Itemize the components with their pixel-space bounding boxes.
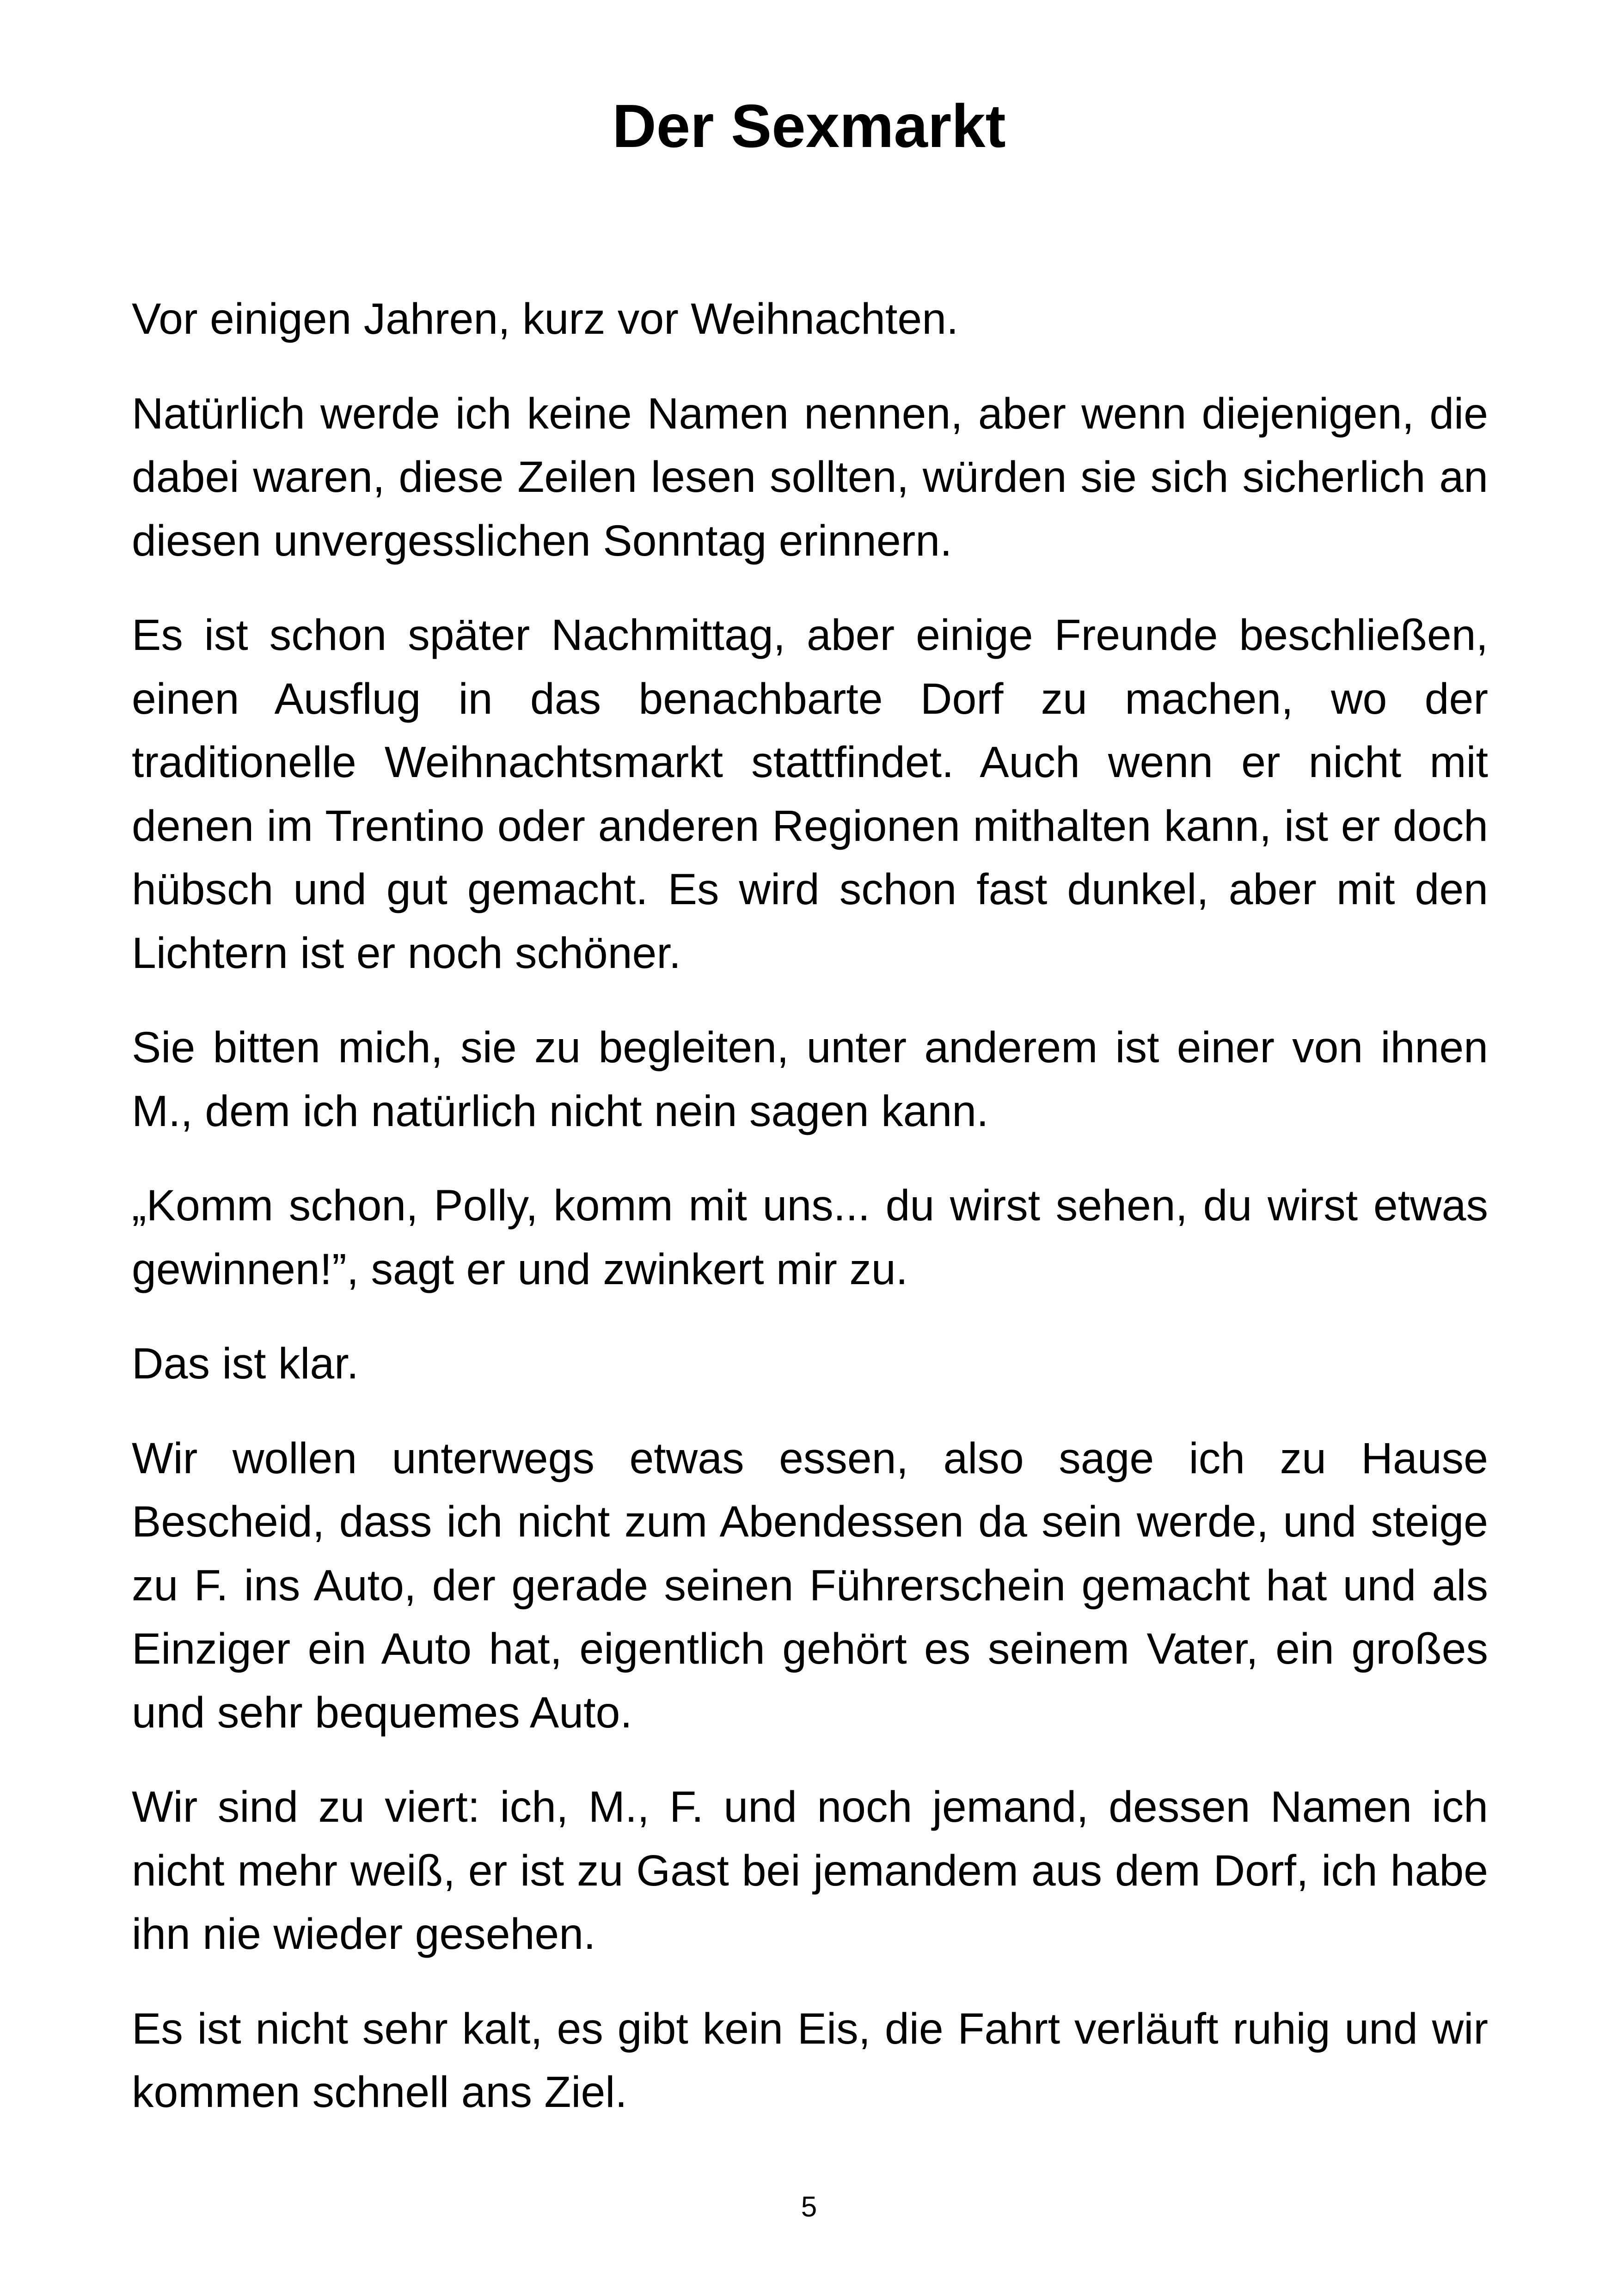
chapter-body	[132, 288, 1488, 2155]
paragraph: Sie bitten mich, sie zu begleiten, unter anderem ist einer von ihnen M., dem ich natürlich nicht nein sagen kann.	[132, 1023, 1488, 1136]
chapter-title: Der Sexmarkt	[612, 92, 1006, 160]
paragraph: „Komm schon, Polly, komm mit uns... du wirst sehen, du wirst etwas gewinnen!”, sagt er und zwinkert mir zu.	[132, 1181, 1488, 1294]
paragraph: Vor einigen Jahren, kurz vor Weihnachten.	[132, 294, 959, 343]
paragraph: Es ist schon später Nachmittag, aber einige Freunde beschließen, einen Ausflug in das benachbarte Dorf zu machen, wo der traditionelle Weihnachtsmarkt stattfindet. Auch wenn er nicht mit denen im Trentino oder anderen Regionen mithalten kann, ist er doch hübsch und gut gemacht. Es wird schon fast dunkel, aber mit den Lichtern ist er noch schöner.	[132, 611, 1488, 978]
paragraph: Das ist klar.	[132, 1339, 359, 1388]
paragraph: Es ist nicht sehr kalt, es gibt kein Eis, die Fahrt verläuft ruhig und wir kommen schnell ans Ziel.	[132, 2004, 1488, 2117]
paragraph: Wir sind zu viert: ich, M., F. und noch jemand, dessen Namen ich nicht mehr weiß, er ist zu Gast bei jemandem aus dem Dorf, ich habe ihn nie wieder gesehen.	[132, 1782, 1488, 1959]
paragraph: Wir wollen unterwegs etwas essen, also sage ich zu Hause Bescheid, dass ich nicht zum Abendessen da sein werde, und steige zu F. ins Auto, der gerade seinen Führerschein gemacht hat und als Einziger ein Auto hat, eigentlich gehört es seinem Vater, ein großes und sehr bequemes Auto.	[132, 1433, 1488, 1737]
page-number: 5	[801, 2191, 817, 2223]
paragraph: Natürlich werde ich keine Namen nennen, aber wenn diejenigen, die dabei waren, diese Zeilen lesen sollten, würden sie sich sicherlich an diesen unvergesslichen Sonntag erinnern.	[132, 389, 1488, 565]
